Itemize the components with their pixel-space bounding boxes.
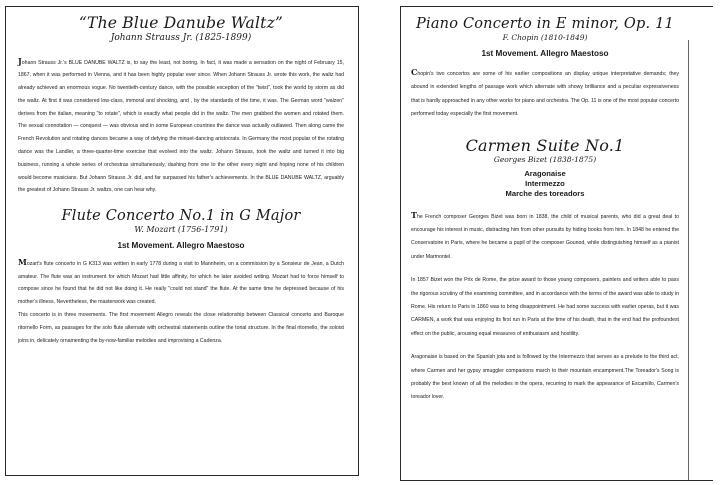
carmen-suite-title: Carmen Suite No.1 bbox=[465, 135, 625, 155]
flute-concerto-title: Flute Concerto No.1 in G Major bbox=[61, 208, 301, 225]
piano-concerto-byline: F. Chopin (1810-1849) bbox=[502, 32, 588, 42]
flute-text bbox=[18, 256, 344, 309]
flute-paragraph-2: This concerto is in three movements. The first movement Allegro reveals the close relationship between Classical concerto and Baroque ritornello Form, as passages for the solo flute alternate with orchestral statements outline the tonal structure. In the final ritornello, the soloist joins in, delicately ornamenting the by-now-familiar melodies and improvising a Cadenza. bbox=[18, 311, 344, 344]
carmen-suite-byline: Georges Bizet (1838-1875) bbox=[493, 154, 597, 164]
flute-movement-heading: 1st Movement. Allegro Maestoso bbox=[117, 240, 245, 250]
flute-concerto-byline: W. Mozart (1756-1791) bbox=[134, 224, 228, 234]
piano-text bbox=[411, 66, 679, 122]
blue-danube-paragraph: ohann Strauss Jr.'s BLUE DANUBE WALTZ is, to say the least, not boring. In fact, it was made a sensation on the night of February 15, 1867, when it was performed in Vienna, and it has been highly popular ever since. When Johann Strauss Jr. wrote this work, the waltz had already achieved an enormous vogue. No twentieth-century dance, with the possible exception of the "twist", took the world by storm as did the waltz. At first it was considered low-class, immoral and shocking, and , by the standards of the time, it was. The German word "walzen" derives from the italian, meaning "to rotate", which is exactly what people did in the waltz. The men grabbed the women and rotated them. The sexual connotation — conquest — was obvious and in some European countries the dance was actually outlawed. Then along came the French Revolution and rotating dances became a way of defying the minuet-dancing aristocrats. In Germany the most popular of the rotating dance was the Landler, a three-quarter-time exercise that evolved into the waltz. Johann Strauss, took the waltz and turned it into big business, running a whole series of orchestras simultaneously, dashing from one to the other every night and hoping none of his children would become musicians. But Johann Strauss Jr. did, and far surpassed his father's achievements. In the BLUE DANUBE WALTZ, arguably the greatest of Johann Strauss Jr. waltzs, one can hear why. bbox=[18, 59, 344, 194]
carmen-paragraph-2: In 1857 Bizet won the Prix de Rome, the prize award to those young composers, painters and writers able to pass the rigorous scrutiny of the examining committee, and in accordance with the terms of the award was able to study in Rome. His return to Paris in 1860 was to bring disappointment. He had some success with earlier operas, but it was CARMEN, a work that was enjoying its first run in Paris at the time of his death, that in the end had the profoundest effect on the public, arousing equal measures of enthusiasm and hostility. bbox=[411, 277, 679, 337]
carmen-movement-intermezzo: Intermezzo bbox=[525, 178, 565, 188]
carmen-movement-marche: Marche des toreadors bbox=[505, 188, 585, 198]
carmen-movements-list bbox=[411, 169, 679, 198]
carmen-movement-aragonaise: Aragonaise bbox=[524, 169, 566, 179]
piano-concerto-title: Piano Concerto in E minor, Op. 11 bbox=[416, 16, 674, 32]
carmen-paragraph-3: Aragonaise is based on the Spanish jota and is followed by the Intermezzo that serves as a prelude to the third act, where Carmen and her gypsy smuggler companions march to their mountain encampment.The Toreador's Song is probably the best known of all the melodies in the opera, recurring to mark the appearance of Escamillo, Carmen's toreador lover. bbox=[411, 354, 679, 401]
flute-dropcap: M bbox=[18, 256, 27, 267]
carmen-paragraph-1: he French composer Georges Bizet was born in 1838, the child of musical parents, who did a great deal to encourage his interest in music, distracting him from other pursuits by hiding books from him. In 1848 he entered the Conservatoire in Paris, where he became a pupil of the composer Gounod, while distinguishing himself as a pianist under Marmontel. bbox=[411, 213, 679, 260]
blue-danube-text bbox=[18, 55, 344, 198]
left-program-page bbox=[5, 6, 359, 476]
piano-dropcap: C bbox=[411, 67, 418, 77]
right-program-page bbox=[400, 6, 713, 481]
page-edge-line bbox=[688, 40, 689, 480]
piano-movement-heading: 1st Movement. Allegro Maestoso bbox=[481, 49, 609, 58]
blue-danube-dropcap: J bbox=[18, 55, 22, 66]
blue-danube-byline: Johann Strauss Jr. (1825-1899) bbox=[110, 32, 252, 43]
right-page-content bbox=[411, 15, 701, 405]
blue-danube-title: “The Blue Danube Waltz” bbox=[78, 14, 284, 32]
carmen-text-1 bbox=[411, 209, 679, 265]
carmen-dropcap: T bbox=[411, 209, 417, 220]
piano-paragraph: hopin's two concertos are some of his earlier compositions an display unique interpretative demands; they abound in extended lengths of passage work which alternate with showy brilliance and a peculiar expressiveness that is hardly approached in any other works for piano and orchestra. The Op. 11 is one of the most popular concerto performed today especially the first movement. bbox=[411, 71, 679, 118]
flute-paragraph-1: ozart's flute concerto in G K313 was written in early 1778 during a visit to Mannheim, on a commission by a Sonsieur de Jean, a Dutch amateur. The flute was an instrument for which Mozart had little affinity, for which he later avoided writing. Mozart had to force himself to compose since he found that he did not like doing it. He really "could not stand" the flute. At the same time he depressed because of his mother's illness. Nevertheless, the masterwork was created. bbox=[18, 260, 344, 306]
